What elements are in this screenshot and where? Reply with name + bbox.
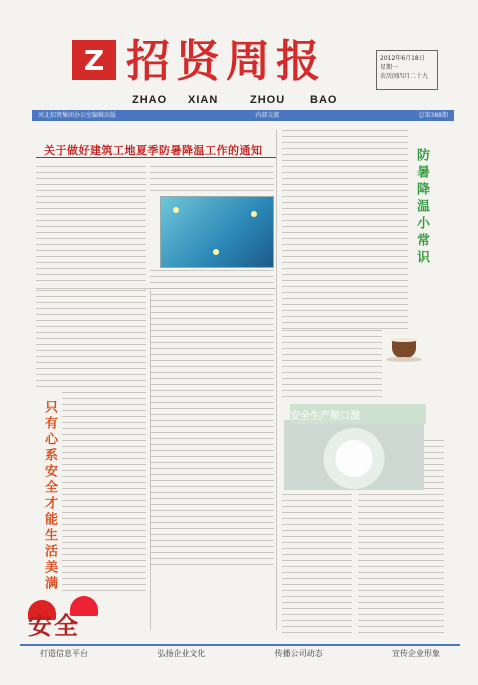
issue-number: 总第388期 bbox=[418, 112, 448, 119]
body-text-block bbox=[282, 330, 382, 400]
body-text-block bbox=[150, 270, 274, 570]
body-text-block bbox=[150, 166, 274, 194]
body-text-block bbox=[282, 130, 408, 330]
sparkle-icon bbox=[213, 249, 219, 255]
footer-item: 宣传企业形象 bbox=[391, 649, 440, 658]
safety-badge: 安全 bbox=[28, 611, 80, 640]
footer-slogans bbox=[20, 648, 460, 660]
body-text-block bbox=[36, 166, 146, 284]
column-divider bbox=[276, 130, 277, 630]
safety-section-title: 安全生产顺口溜 bbox=[290, 411, 360, 422]
footer-item: 传播公司动态 bbox=[274, 649, 323, 658]
article-headline: 关于做好建筑工地夏季防暑降温工作的通知 bbox=[44, 144, 263, 157]
saucer-icon bbox=[386, 357, 422, 362]
flower-image bbox=[284, 420, 424, 490]
weekday-line: 星期一 bbox=[380, 64, 399, 71]
roman-3: ZHOU bbox=[250, 94, 286, 106]
publication-info-bar bbox=[32, 110, 454, 121]
tea-cup-rim bbox=[390, 338, 418, 342]
headline-rule bbox=[36, 157, 276, 158]
safety-section-header bbox=[290, 404, 426, 424]
body-text-block bbox=[282, 494, 352, 634]
summer-safety-image bbox=[160, 196, 274, 268]
safety-slogan-vertical: 只有心系安全才能生活美满 bbox=[42, 400, 57, 592]
newspaper-title: 招贤周报 bbox=[126, 36, 326, 87]
heat-tips-vertical-title: 防暑降温小常识 bbox=[414, 148, 429, 267]
lunar-line: 农历闰四月二十九 bbox=[380, 73, 429, 80]
circulation-text: 内部交流 bbox=[255, 112, 280, 119]
footer-item: 弘扬企业文化 bbox=[157, 649, 206, 658]
tea-cup-icon bbox=[392, 340, 416, 358]
issue-date-box bbox=[376, 50, 438, 90]
body-text-block bbox=[62, 392, 146, 592]
footer-rule bbox=[20, 644, 460, 646]
body-text-block bbox=[36, 290, 146, 390]
date-line: 2012年6月18日 bbox=[380, 55, 425, 62]
sparkle-icon bbox=[173, 207, 179, 213]
roman-1: ZHAO bbox=[132, 94, 168, 106]
logo-glyph: Z bbox=[83, 43, 105, 77]
roman-2: XIAN bbox=[188, 94, 219, 106]
footer-item: 打造信息平台 bbox=[40, 649, 88, 658]
newspaper-logo bbox=[72, 40, 116, 80]
publisher-text: 河北招贤集团办公室编辑出版 bbox=[38, 112, 117, 119]
sparkle-icon bbox=[251, 211, 257, 217]
roman-4: BAO bbox=[310, 94, 338, 106]
